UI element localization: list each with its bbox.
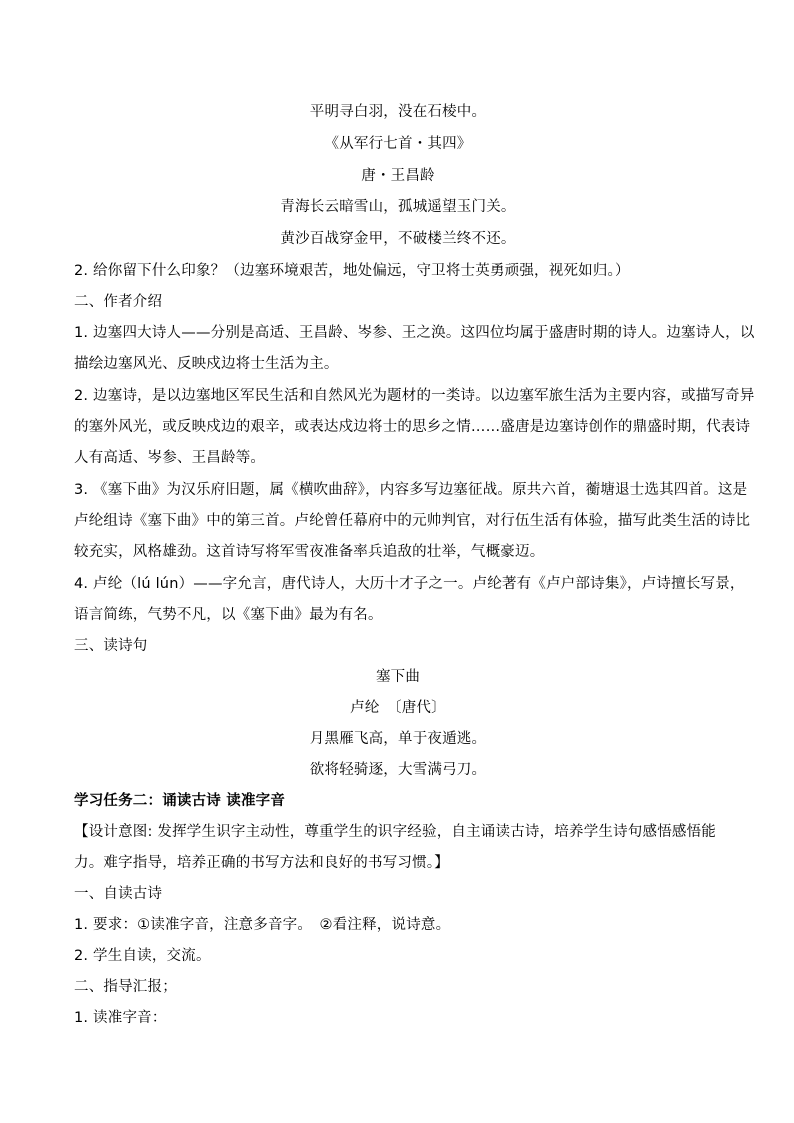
poem-author: 卢纶 〔唐代〕: [350, 700, 446, 716]
section-heading: 二、作者介绍: [74, 294, 163, 310]
paragraph-line: 3. 《塞下曲》为汉乐府旧题，属《横吹曲辞》，内容多写边塞征战。原共六首，蘅塘退士选其四首。这是: [74, 482, 748, 498]
poem-author: 唐・王昌龄: [361, 168, 435, 184]
paragraph-line: 较充实，风格雄劲。这首诗写将军雪夜准备率兵追敌的壮举，气概豪迈。: [74, 544, 545, 560]
poem-line: 月黑雁飞高，单于夜遁逃。: [309, 731, 487, 747]
requirement-text: 1. 要求：①读准字音，注意多音字。 ②看注释，说诗意。: [74, 917, 451, 933]
design-intent-line: 【设计意图: 发挥学生识字主动性，尊重学生的识字经验，自主诵读古诗，培养学生诗句感悟感悟能: [74, 824, 716, 840]
poem-line: 平明寻白羽，没在石棱中。: [309, 104, 487, 120]
paragraph-line: 1. 边塞四大诗人——分别是高适、王昌龄、岑参、王之涣。这四位均属于盛唐时期的诗人。边塞诗人，以: [74, 325, 755, 341]
poem-line: 黄沙百战穿金甲，不破楼兰终不还。: [280, 231, 516, 247]
task-heading: 学习任务二：诵读古诗 读准字音: [74, 793, 286, 809]
poem-title: 塞下曲: [375, 669, 421, 685]
poem-title: 《从军行七首・其四》: [324, 136, 472, 152]
paragraph-line: 4. 卢纶（lú lún）——字允言，唐代诗人，大历十才子之一。卢纶著有《卢户部诗集》，卢诗擅长写景，: [74, 576, 745, 592]
paragraph-line: 卢纶组诗《塞下曲》中的第三首。卢纶曾任幕府中的元帅判官，对行伍生活有体验，描写此类生活的诗比: [74, 513, 751, 529]
question-text: 2. 给你留下什么印象？（边塞环境艰苦，地处偏远，守卫将士英勇顽强，视死如归。）: [74, 263, 630, 279]
list-item: 2. 学生自读，交流。: [74, 948, 211, 964]
paragraph-line: 描绘边塞风光、反映戍边将士生活为主。: [74, 356, 339, 372]
paragraph-line: 2. 边塞诗，是以边塞地区军民生活和自然风光为题材的一类诗。以边塞军旅生活为主要内容，或描写奇异: [74, 388, 755, 404]
poem-line: 欲将轻骑逐，大雪满弓刀。: [309, 762, 487, 778]
paragraph-line: 语言简练，气势不凡，以《塞下曲》最为有名。: [74, 607, 383, 623]
poem-line: 青海长云暗雪山，孤城遥望玉门关。: [280, 199, 516, 215]
paragraph-line: 人有高适、岑参、王昌龄等。: [74, 450, 266, 466]
subsection-heading: 一、自读古诗: [74, 886, 163, 902]
paragraph-line: 的塞外风光，或反映戍边的艰辛，或表达戍边将士的思乡之情……盛唐是边塞诗创作的鼎盛时期，代表诗: [74, 419, 751, 435]
subsection-heading: 二、指导汇报；: [74, 979, 177, 995]
section-heading: 三、读诗句: [74, 638, 148, 654]
design-intent-line: 力。难字指导，培养正确的书写方法和良好的书写习惯。】: [74, 855, 449, 871]
list-item: 1. 读准字音：: [74, 1010, 167, 1026]
